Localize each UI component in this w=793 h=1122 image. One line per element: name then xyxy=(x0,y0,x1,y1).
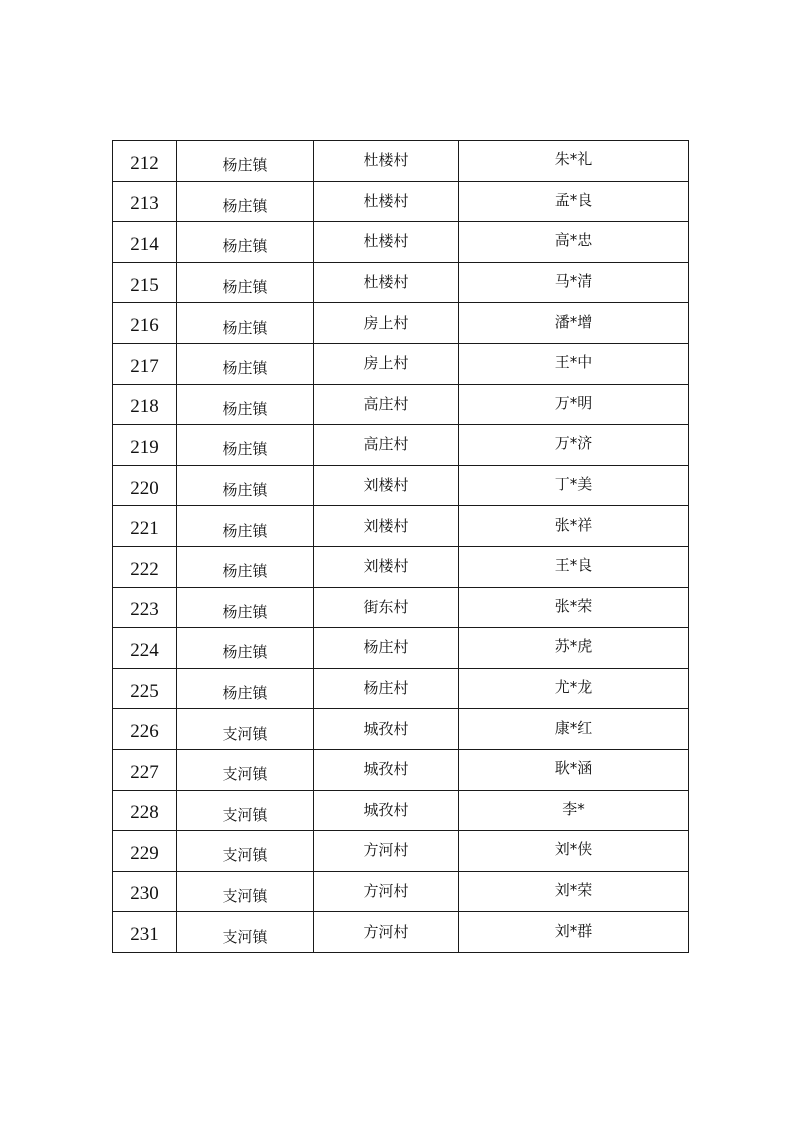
row-number-cell-text: 213 xyxy=(130,193,159,215)
person-name-cell xyxy=(459,506,689,547)
town-cell xyxy=(177,831,314,872)
village-cell xyxy=(314,912,459,953)
village-cell-text: 高庄村 xyxy=(363,435,409,454)
table-row xyxy=(113,749,689,790)
row-number-cell xyxy=(113,425,177,466)
town-cell xyxy=(177,709,314,750)
town-cell xyxy=(177,871,314,912)
town-cell xyxy=(177,222,314,263)
person-name-cell xyxy=(459,384,689,425)
table-row xyxy=(113,587,689,628)
person-name-cell-text: 刘*侠 xyxy=(554,840,593,859)
person-name-cell-text: 孟*良 xyxy=(554,190,593,209)
village-cell xyxy=(314,181,459,222)
row-number-cell xyxy=(113,749,177,790)
village-cell xyxy=(314,831,459,872)
person-name-cell-text: 丁*美 xyxy=(554,475,593,494)
person-name-cell xyxy=(459,871,689,912)
table-row xyxy=(113,222,689,263)
row-number-cell xyxy=(113,871,177,912)
table-row xyxy=(113,262,689,303)
row-number-cell-text: 229 xyxy=(130,842,159,864)
town-cell-text: 杨庄镇 xyxy=(222,318,268,337)
person-name-cell xyxy=(459,790,689,831)
town-cell xyxy=(177,587,314,628)
table-row xyxy=(113,425,689,466)
table-row xyxy=(113,384,689,425)
village-cell xyxy=(314,587,459,628)
town-cell xyxy=(177,668,314,709)
person-name-cell xyxy=(459,181,689,222)
row-number-cell xyxy=(113,628,177,669)
town-cell-text: 支河镇 xyxy=(222,805,268,824)
row-number-cell xyxy=(113,384,177,425)
village-cell-text: 刘楼村 xyxy=(363,516,409,535)
village-cell xyxy=(314,668,459,709)
village-cell xyxy=(314,141,459,182)
table-row xyxy=(113,546,689,587)
village-cell xyxy=(314,343,459,384)
person-name-cell xyxy=(459,465,689,506)
town-cell xyxy=(177,465,314,506)
town-cell-text: 杨庄镇 xyxy=(222,602,268,621)
town-cell-text: 支河镇 xyxy=(222,724,268,743)
row-number-cell xyxy=(113,465,177,506)
town-cell-text: 支河镇 xyxy=(222,927,268,946)
table-row xyxy=(113,871,689,912)
table-row xyxy=(113,831,689,872)
town-cell-text: 支河镇 xyxy=(222,765,268,784)
table-row xyxy=(113,668,689,709)
town-cell-text: 杨庄镇 xyxy=(222,156,268,175)
village-cell xyxy=(314,871,459,912)
row-number-cell xyxy=(113,831,177,872)
table-row xyxy=(113,506,689,547)
town-cell xyxy=(177,546,314,587)
row-number-cell xyxy=(113,141,177,182)
village-cell-text: 杜楼村 xyxy=(363,191,409,210)
row-number-cell xyxy=(113,546,177,587)
village-cell-text: 高庄村 xyxy=(363,394,409,413)
person-name-cell-text: 康*红 xyxy=(554,718,593,737)
town-cell xyxy=(177,384,314,425)
row-number-cell xyxy=(113,262,177,303)
person-name-cell xyxy=(459,668,689,709)
table-row xyxy=(113,141,689,182)
village-cell xyxy=(314,506,459,547)
row-number-cell xyxy=(113,303,177,344)
town-cell xyxy=(177,912,314,953)
village-cell-text: 城孜村 xyxy=(363,760,409,779)
row-number-cell xyxy=(113,181,177,222)
village-cell-text: 刘楼村 xyxy=(363,557,409,576)
village-cell xyxy=(314,303,459,344)
row-number-cell xyxy=(113,222,177,263)
village-cell-text: 房上村 xyxy=(363,354,409,373)
town-cell xyxy=(177,303,314,344)
table-row xyxy=(113,912,689,953)
person-name-cell-text: 张*荣 xyxy=(554,596,593,615)
village-cell xyxy=(314,709,459,750)
person-name-cell xyxy=(459,222,689,263)
town-cell xyxy=(177,141,314,182)
person-name-cell-text: 刘*群 xyxy=(554,921,593,940)
village-cell-text: 城孜村 xyxy=(363,719,409,738)
town-cell-text: 杨庄镇 xyxy=(222,643,268,662)
person-name-cell xyxy=(459,749,689,790)
table-row xyxy=(113,790,689,831)
person-name-cell-text: 刘*荣 xyxy=(554,880,593,899)
village-cell xyxy=(314,628,459,669)
town-cell xyxy=(177,343,314,384)
person-name-cell-text: 尤*龙 xyxy=(554,678,593,697)
row-number-cell-text: 214 xyxy=(130,233,159,255)
town-cell xyxy=(177,181,314,222)
village-cell-text: 杜楼村 xyxy=(363,232,409,251)
village-cell xyxy=(314,465,459,506)
town-cell-text: 杨庄镇 xyxy=(222,440,268,459)
person-name-cell-text: 张*祥 xyxy=(554,515,593,534)
row-number-cell xyxy=(113,343,177,384)
village-cell-text: 街东村 xyxy=(363,597,409,616)
row-number-cell-text: 215 xyxy=(130,274,159,296)
row-number-cell-text: 225 xyxy=(130,680,159,702)
town-cell xyxy=(177,628,314,669)
row-number-cell-text: 212 xyxy=(130,152,159,174)
table-row xyxy=(113,709,689,750)
row-number-cell xyxy=(113,790,177,831)
row-number-cell-text: 231 xyxy=(130,924,159,946)
village-cell-text: 杨庄村 xyxy=(363,679,409,698)
person-name-cell-text: 耿*涵 xyxy=(554,759,593,778)
person-name-cell-text: 马*清 xyxy=(554,272,593,291)
village-cell xyxy=(314,262,459,303)
row-number-cell-text: 223 xyxy=(130,599,159,621)
town-cell-text: 杨庄镇 xyxy=(222,521,268,540)
village-cell xyxy=(314,790,459,831)
person-name-cell xyxy=(459,709,689,750)
town-cell xyxy=(177,790,314,831)
row-number-cell-text: 230 xyxy=(130,883,159,905)
person-name-cell-text: 朱*礼 xyxy=(554,150,593,169)
row-number-cell xyxy=(113,912,177,953)
town-cell-text: 杨庄镇 xyxy=(222,237,268,256)
person-name-cell xyxy=(459,262,689,303)
village-cell-text: 房上村 xyxy=(363,313,409,332)
town-cell-text: 杨庄镇 xyxy=(222,481,268,500)
person-name-cell-text: 万*明 xyxy=(554,393,593,412)
town-cell xyxy=(177,749,314,790)
row-number-cell-text: 219 xyxy=(130,436,159,458)
person-name-cell xyxy=(459,912,689,953)
village-cell-text: 城孜村 xyxy=(363,800,409,819)
person-name-cell-text: 潘*增 xyxy=(554,312,593,331)
row-number-cell-text: 221 xyxy=(130,518,159,540)
town-cell xyxy=(177,506,314,547)
person-name-cell-text: 李* xyxy=(562,799,585,818)
village-cell xyxy=(314,749,459,790)
row-number-cell-text: 226 xyxy=(130,721,159,743)
person-name-cell xyxy=(459,425,689,466)
town-cell-text: 杨庄镇 xyxy=(222,196,268,215)
town-cell-text: 支河镇 xyxy=(222,886,268,905)
row-number-cell-text: 217 xyxy=(130,355,159,377)
person-name-cell-text: 苏*虎 xyxy=(554,637,593,656)
town-cell-text: 杨庄镇 xyxy=(222,562,268,581)
row-number-cell-text: 222 xyxy=(130,558,159,580)
village-cell-text: 方河村 xyxy=(363,922,409,941)
table-row xyxy=(113,181,689,222)
person-name-cell xyxy=(459,587,689,628)
row-number-cell xyxy=(113,668,177,709)
row-number-cell xyxy=(113,587,177,628)
village-cell-text: 杨庄村 xyxy=(363,638,409,657)
person-name-cell-text: 王*良 xyxy=(554,556,593,575)
village-cell-text: 方河村 xyxy=(363,841,409,860)
town-cell-text: 杨庄镇 xyxy=(222,278,268,297)
row-number-cell-text: 224 xyxy=(130,639,159,661)
person-name-cell xyxy=(459,546,689,587)
village-cell xyxy=(314,425,459,466)
town-cell-text: 杨庄镇 xyxy=(222,359,268,378)
table-row xyxy=(113,343,689,384)
village-cell-text: 杜楼村 xyxy=(363,151,409,170)
town-cell-text: 杨庄镇 xyxy=(222,399,268,418)
person-name-cell-text: 王*中 xyxy=(554,353,593,372)
roster-table-body xyxy=(113,141,689,953)
person-name-cell xyxy=(459,141,689,182)
person-name-cell-text: 高*忠 xyxy=(554,231,593,250)
row-number-cell-text: 227 xyxy=(130,761,159,783)
row-number-cell xyxy=(113,506,177,547)
town-cell-text: 支河镇 xyxy=(222,846,268,865)
town-cell xyxy=(177,262,314,303)
table-row xyxy=(113,628,689,669)
table-row xyxy=(113,465,689,506)
town-cell-text: 杨庄镇 xyxy=(222,684,268,703)
row-number-cell xyxy=(113,709,177,750)
village-cell-text: 刘楼村 xyxy=(363,476,409,495)
roster-table xyxy=(112,140,689,953)
person-name-cell xyxy=(459,831,689,872)
village-cell xyxy=(314,384,459,425)
row-number-cell-text: 218 xyxy=(130,396,159,418)
person-name-cell xyxy=(459,303,689,344)
person-name-cell xyxy=(459,628,689,669)
village-cell-text: 杜楼村 xyxy=(363,273,409,292)
person-name-cell-text: 万*济 xyxy=(554,434,593,453)
village-cell xyxy=(314,222,459,263)
row-number-cell-text: 216 xyxy=(130,315,159,337)
town-cell xyxy=(177,425,314,466)
row-number-cell-text: 228 xyxy=(130,802,159,824)
village-cell xyxy=(314,546,459,587)
table-row xyxy=(113,303,689,344)
person-name-cell xyxy=(459,343,689,384)
row-number-cell-text: 220 xyxy=(130,477,159,499)
village-cell-text: 方河村 xyxy=(363,881,409,900)
